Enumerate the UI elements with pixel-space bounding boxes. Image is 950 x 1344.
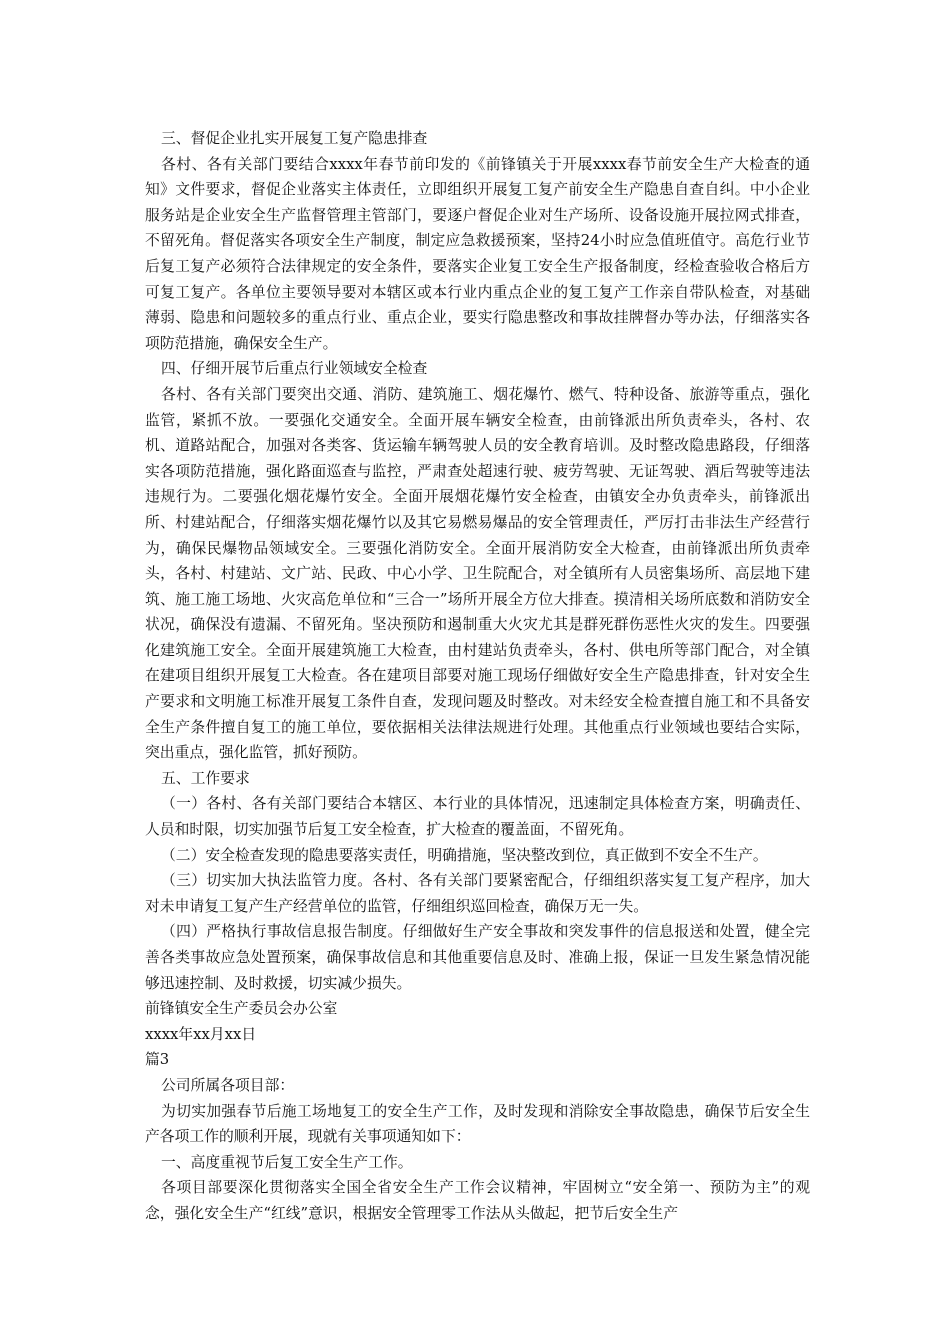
issuer-signature: 前锋镇安全生产委员会办公室 [145, 1000, 338, 1018]
requirement-item-2: （二）安全检查发现的隐患要落实责任，明确措施，坚决整改到位，真正做到不安全不生产。 [161, 846, 768, 864]
body-paragraph: 各村、各有关部门要结合xxxx年春节前印发的《前锋镇关于开展xxxx春节前安全生产大检查的通知》文件要求，督促企业落实主体责任，立即组织开展复工复产前安全生产隐患自查自纠。中小企业服务站是企业安全生产监督管理主管部门，要逐户督促企业对生产场所、设备设施开展拉网式排查，不留死角。督促落实各项安全生产制度，制定应急救援预案，坚持24小时应急值班值守。高危行业节后复工复产必须符合法律规定的安全条件，要落实企业复工安全生产报备制度，经检查验收合格后方可复工复产。各单位主要领导要对本辖区或本行业内重点企业的复工复产工作亲自带队检查，对基础薄弱、隐患和问题较多的重点行业、重点企业，要实行隐患整改和事故挂牌督办等办法，仔细落实各项防范措施，确保安全生产。 [145, 155, 810, 352]
section-heading-1: 一、高度重视节后复工安全生产工作。 [161, 1153, 413, 1171]
section-heading-5: 五、工作要求 [161, 769, 250, 787]
requirement-item-3: （三）切实加大执法监管力度。各村、各有关部门要紧密配合，仔细组织落实复工复产程序，加大对未申请复工复产生产经营单位的监管，仔细组织巡回检查，确保万无一失。 [145, 872, 810, 915]
salutation: 公司所属各项目部： [161, 1076, 295, 1094]
requirement-item-1: （一）各村、各有关部门要结合本辖区、本行业的具体情况，迅速制定具体检查方案，明确责任、人员和时限，切实加强节后复工安全检查，扩大检查的覆盖面，不留死角。 [145, 795, 810, 839]
issue-date: xxxx年xx月xx日 [145, 1025, 257, 1043]
body-paragraph: 各项目部要深化贯彻落实全国全省安全生产工作会议精神，牢固树立“安全第一、预防为主”的观念，强化安全生产“红线”意识，根据安全管理零工作法从头做起，把节后安全生产 [145, 1179, 810, 1222]
section-heading-4: 四、仔细开展节后重点行业领域安全检查 [161, 360, 428, 378]
requirement-item-4: （四）严格执行事故信息报告制度。仔细做好生产安全事故和突发事件的信息报送和处置，健全完善各类事故应急处置预案，确保事故信息和其他重要信息及时、准确上报，保证一旦发生紧急情况能够迅速控制、及时救援，切实减少损失。 [145, 923, 810, 992]
document-page [145, 126, 810, 1227]
part-label: 篇3 [145, 1051, 170, 1069]
body-paragraph: 为切实加强春节后施工场地复工的安全生产工作，及时发现和消除安全事故隐患，确保节后安全生产各项工作的顺利开展，现就有关事项通知如下： [145, 1102, 810, 1146]
section-heading-3: 三、督促企业扎实开展复工复产隐患排查 [161, 130, 428, 147]
body-paragraph: 各村、各有关部门要突出交通、消防、建筑施工、烟花爆竹、燃气、特种设备、旅游等重点，强化监管，紧抓不放。一要强化交通安全。全面开展车辆安全检查，由前锋派出所负责牵头，各村、农机、道路站配合，加强对各类客、货运输车辆驾驶人员的安全教育培训。及时整改隐患路段，仔细落实各项防范措施，强化路面巡查与监控，严肃查处超速行驶、疲劳驾驶、无证驾驶、酒后驾驶等违法违规行为。二要强化烟花爆竹安全。全面开展烟花爆竹安全检查，由镇安全办负责牵头，前锋派出所、村建站配合，仔细落实烟花爆竹以及其它易燃易爆品的安全管理责任，严厉打击非法生产经营行为，确保民爆物品领域安全。三要强化消防安全。全面开展消防安全大检查，由前锋派出所负责牵头，各村、村建站、文广站、民政、中心小学、卫生院配合，对全镇所有人员密集场所、高层地下建筑、施工施工场地、火灾高危单位和“三合一”场所开展全方位大排查。摸清相关场所底数和消防安全状况，确保没有遗漏、不留死角。坚决预防和遏制重大火灾尤其是群死群伤恶性火灾的发生。四要强化建筑施工安全。全面开展建筑施工大检查，由村建站负责牵头，各村、供电所等部门配合，对全镇在建项目组织开展复工大检查。各在建项目部要对施工现场仔细做好安全生产隐患排查，针对安全生产要求和文明施工标准开展复工条件自查，发现问题及时整改。对未经安全检查擅自施工和不具备安全生产条件擅自复工的施工单位，要依据相关法律法规进行处理。其他重点行业领域也要结合实际，突出重点，强化监管，抓好预防。 [145, 385, 810, 762]
